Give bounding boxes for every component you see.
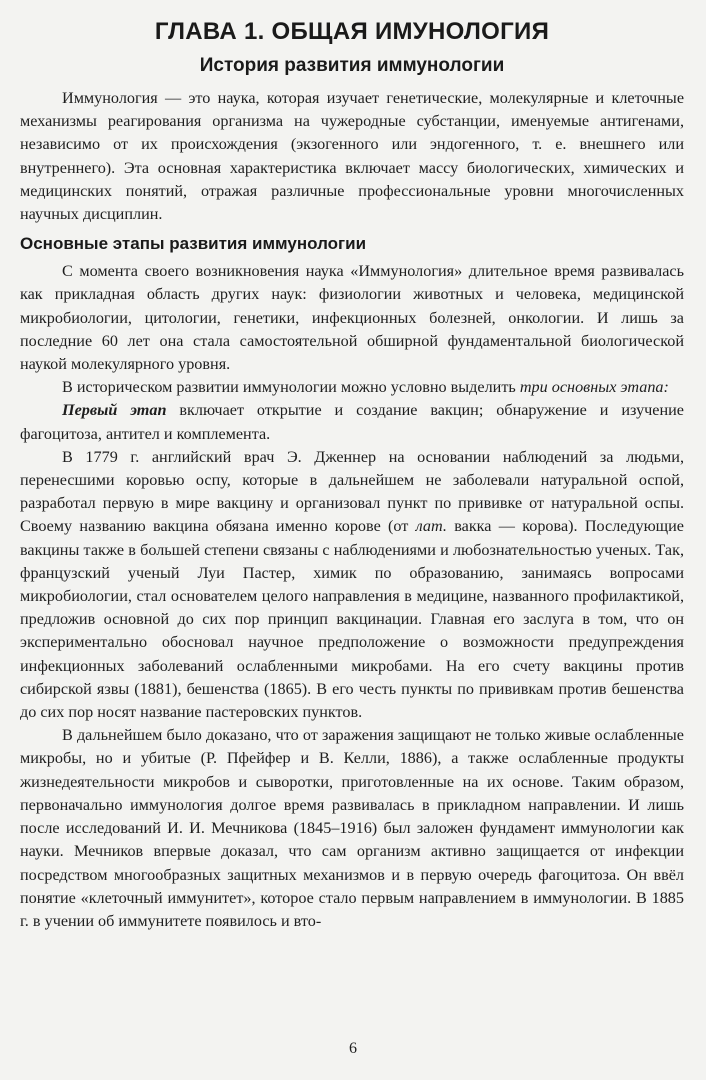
- paragraph-jenner: [20, 446, 684, 724]
- stages-intro-italic: три основных этапа:: [519, 378, 669, 397]
- page-number: 6: [349, 1040, 357, 1057]
- first-stage-text: включает открытие и создание вакцин; обнаружение и изучение фагоцитоза, антител и комплемента.: [20, 401, 684, 443]
- paragraph-mechnikov: В дальнейшем было доказано, что от заражения защищают не только живые ослабленные микробы, но и убитые (Р. Пфейфер и В. Келли, 1886), а также ослабленные продукты жизнедеятельности микробов и сыворотки, приготовленные на их основе. Таким образом, первоначально иммунология долгое время развивалась в прикладном направлении. И лишь после исследований И. И. Мечникова (1845–1916) был заложен фундамент иммунологии как науки. Мечников впервые доказал, что сам организм активно защищается от инфекции посредством многообразных защитных механизмов и в первую очередь фагоцитоза. Он ввёл понятие «клеточный иммунитет», которое стало первым направлением в иммунологии. В 1885 г. в учении об иммунитете появилось и вто-: [20, 726, 684, 930]
- first-stage-label: Первый этап: [62, 401, 167, 420]
- section-title: История развития иммунологии: [199, 55, 505, 76]
- stages-intro-text: В историческом развитии иммунологии можно условно выделить: [62, 378, 520, 397]
- jenner-text-end: вакка — корова). Последующие вакцины также в большей степени связаны с наблюдениями и любознательностью ученых. Так, французский ученый Луи Пастер, химик по образованию, занимаясь вопросами микробиологии, стал основателем целого направления в медицине, названного профилактикой, предложив основной до сих пор принцип вакцинации. Главная его заслуга в том, что он экспериментально обосновал научное предположение о возможности предупреждения инфекционных заболеваний ослабленными микробами. На его счету вакцины против сибирской язвы (1881), бешенства (1865). В его честь пункты по прививкам против бешенства до сих пор носят название пастеровских пунктов.: [20, 517, 684, 722]
- paragraph-history: С момента своего возникновения наука «Иммунология» длительное время развивалась как прикладная область других наук: физиологии животных и человека, медицинской микробиологии, цитологии, генетики, инфекционных болезней, онкологии. И лишь за последние 60 лет она стала самостоятельной обширной фундаментальной биологической наукой молекулярного уровня.: [20, 262, 684, 374]
- latin-abbrev: лат.: [415, 517, 447, 536]
- jenner-text-start: В 1779 г. английский врач Э. Дженнер на основании наблюдений за людьми, перенесшими коровью оспу, которые в дальнейшем не заболевали натуральной оспой, разработал первую в мире вакцину и организовал пункт по прививке от натуральной оспы. Своему названию вакцина обязана именно корове (от: [20, 447, 684, 536]
- intro-paragraph: Иммунология — это наука, которая изучает генетические, молекулярные и клеточные механизмы реагирования организма на чужеродные субстанции, именуемые антигенами, независимо от их происхождения (экзогенного или эндогенного, т. е. внешнего или внутреннего). Эта основная характеристика включает массу биологических, химических и медицинских понятий, отражая различные профессиональные уровни многочисленных научных дисциплин.: [20, 89, 684, 224]
- paragraph-first-stage: [20, 399, 684, 445]
- chapter-title: ГЛАВА 1. ОБЩАЯ ИМУНОЛОГИЯ: [154, 18, 550, 45]
- paragraph-stages-intro: [20, 376, 684, 399]
- subsection-title: Основные этапы развития иммунологии: [20, 234, 367, 254]
